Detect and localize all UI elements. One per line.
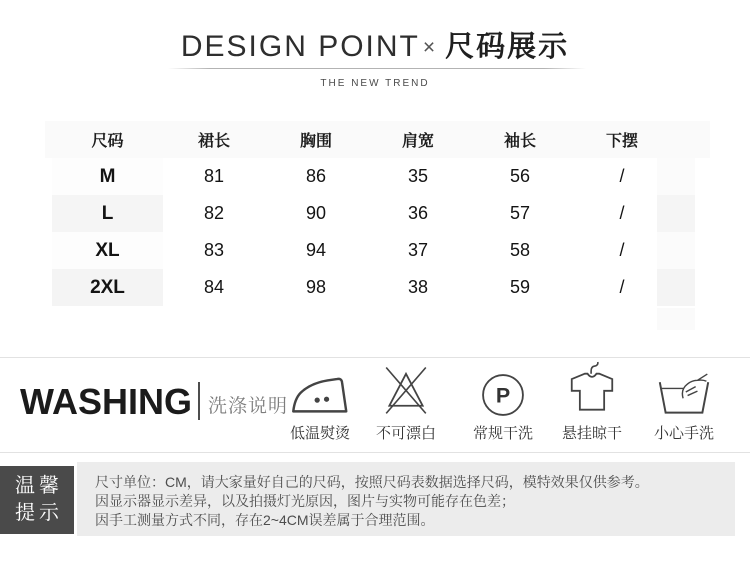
care-label: 低温熨烫 <box>289 425 350 442</box>
table-row <box>52 158 673 195</box>
table-cell: 94 <box>305 240 327 260</box>
column-header: 袖长 <box>503 132 536 150</box>
care-label: 小心手洗 <box>653 425 714 442</box>
column-header: 尺码 <box>91 132 124 150</box>
care-item-iron <box>278 363 362 443</box>
column-header: 胸围 <box>299 132 332 150</box>
care-item-hand-wash <box>642 363 726 443</box>
table-cell: 38 <box>407 277 429 297</box>
table-cell: 84 <box>203 277 225 297</box>
page-title <box>0 24 750 65</box>
table-cell: 90 <box>305 203 327 223</box>
no-bleach-icon <box>379 363 433 418</box>
table-cell: / <box>619 277 625 297</box>
size-label: M <box>52 158 163 195</box>
table-header-row <box>52 120 673 158</box>
care-label: 不可漂白 <box>375 425 436 442</box>
table-row <box>52 269 673 306</box>
table-cell: 59 <box>509 277 531 297</box>
table-cell: / <box>619 240 625 260</box>
table-cell: 36 <box>407 203 429 223</box>
size-label: XL <box>52 232 163 269</box>
tip-line: 因显示器显示差异，以及拍摄灯光原因，图片与实物可能存在色差； <box>95 493 515 509</box>
dry-clean-icon <box>480 363 526 418</box>
table-row <box>52 232 673 269</box>
tips-badge <box>0 466 74 534</box>
title-english: DESIGN POINT <box>180 30 420 63</box>
iron-icon <box>290 363 350 418</box>
table-cell: 35 <box>407 166 429 186</box>
care-label: 常规干洗 <box>472 425 533 442</box>
washing-section <box>0 357 750 453</box>
tip-line: 尺寸单位：CM，请大家量好自己的尺码，按照尺码表数据选择尺码，模特效果仅供参考。 <box>95 474 649 490</box>
column-header: 下摆 <box>605 132 638 150</box>
svg-text:P: P <box>495 383 511 408</box>
table-cell: 37 <box>407 240 429 260</box>
tips-badge-line: 提示 <box>15 502 63 524</box>
heading-divider <box>198 382 200 420</box>
hand-wash-icon <box>656 363 712 418</box>
table-cell: 98 <box>305 277 327 297</box>
table-cell: 58 <box>509 240 531 260</box>
table-cell: 81 <box>203 166 225 186</box>
title-separator: × <box>422 36 436 59</box>
table-cell: 56 <box>509 166 531 186</box>
table-cell: 82 <box>203 203 225 223</box>
table-right-stripe <box>657 158 695 330</box>
tips-panel <box>77 462 735 536</box>
care-item-dry-clean <box>461 363 545 443</box>
washing-title: WASHING <box>20 381 193 422</box>
column-header: 肩宽 <box>401 132 434 150</box>
care-label: 悬挂晾干 <box>561 425 622 442</box>
table-cell: 83 <box>203 240 225 260</box>
title-chinese: 尺码展示 <box>445 31 570 63</box>
table-row <box>52 195 673 232</box>
size-label: 2XL <box>52 269 163 306</box>
size-table <box>52 120 673 306</box>
column-header: 裙长 <box>197 132 230 150</box>
tips-badge-line: 温馨 <box>15 475 63 497</box>
table-cell: 57 <box>509 203 531 223</box>
tip-line: 因手工测量方式不同，存在2~4CM误差属于合理范围。 <box>95 512 435 528</box>
table-cell: / <box>619 203 625 223</box>
care-item-no-bleach <box>364 363 448 443</box>
size-label: L <box>52 195 163 232</box>
page-subtitle: THE NEW TREND <box>320 78 430 89</box>
title-divider <box>168 68 586 69</box>
hang-dry-icon <box>565 363 619 418</box>
table-cell: 86 <box>305 166 327 186</box>
washing-heading <box>20 382 288 421</box>
care-item-hang-dry <box>550 363 634 443</box>
table-cell: / <box>619 166 625 186</box>
washing-subtitle: 洗涤说明 <box>208 396 289 417</box>
